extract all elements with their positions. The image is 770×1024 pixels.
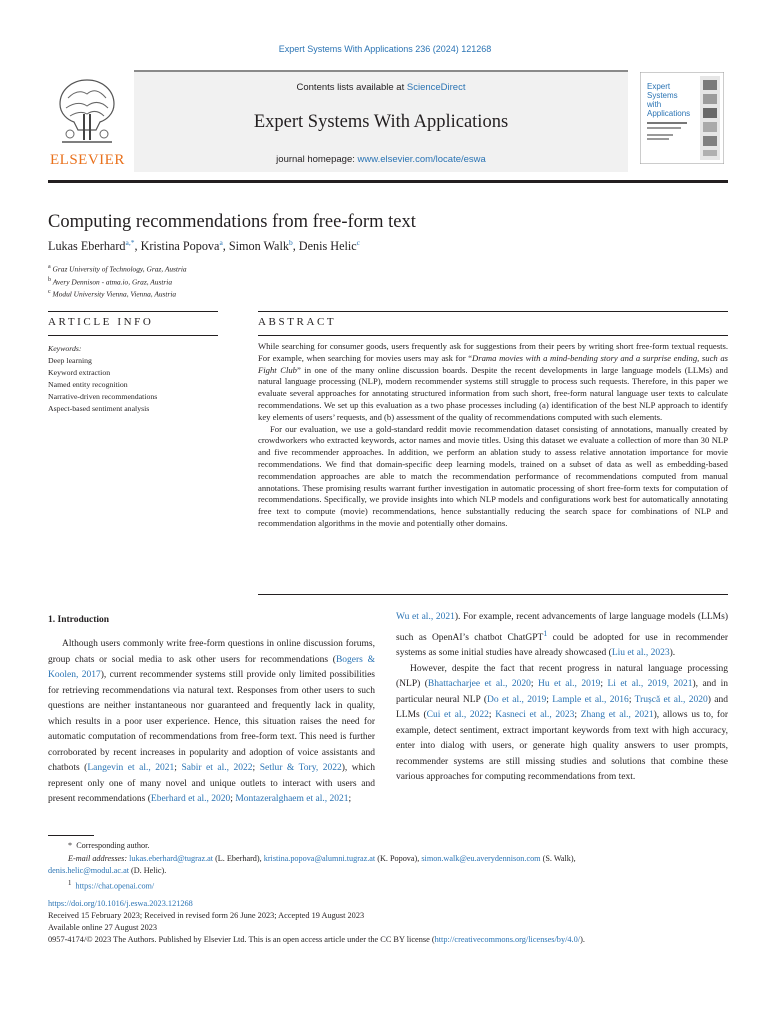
elsevier-wordmark: ELSEVIER xyxy=(50,152,125,168)
intro-paragraph: However, despite the fact that recent progress in natural language processing (NLP) (Bhattacharjee et al., 2020; Hu et al., 2019; Li et al., 2019, 2021), and in particular neural NLP (Do et al., 2019; Lample et al., 2016; Trușcă et al., 2020) and LLMs (Cui et al., 2022; Kasneci et al., 2023; Zhang et al., 2021), allows us to, for example, detect sentiment, extract important keywords from text with high accuracy, enter into dialog with users, or generate high quality answers to user prompts, recommender systems are still missing studies and solutions that combine these various approaches for computing recommendations from text. xyxy=(396,663,729,783)
abstract-paragraph: For our evaluation, we use a gold-standard reddit movie recommendation dataset consisting of annotations, manually created by crowdworkers who extracted keywords, actor names and movie titles. Using this dataset we evaluate a collection of more than 30 NLP and five recommender approaches. In addition, we perform an ablation study to assess relative annotation importance for movie recommendations. We find that domain-specific deep learning models, trained on a subset of data as well as embedding-based recommendation approaches are able to match the recommendation performance of recommendations computed from manual annotations. These promising results warrant further investigation in automatic processing of short free-form texts for computation of recommendations. Specifically, we provide insights into which NLP models and configurations work best for automatically annotating free text to compute (movie) recommendations, hence substantially reducing the search space for combinations of NLP and recommendation algorithms in the movie and potentially other domains. xyxy=(258,423,728,528)
cover-title-3: with xyxy=(647,100,662,109)
affiliation-item: $^b$ Avery Dennison - atma.io, Graz, Austria xyxy=(48,276,173,287)
author-name[interactable]: Simon Walk xyxy=(228,239,289,254)
abstract-heading: ABSTRACT xyxy=(258,316,337,328)
section-rule xyxy=(258,594,728,595)
email-link[interactable]: kristina.popova@alumni.tugraz.at xyxy=(263,853,376,863)
online-date: Available online 27 August 2023 xyxy=(48,923,158,932)
author-name[interactable]: Denis Helic xyxy=(298,239,357,254)
citation-link[interactable]: Sabir et al., 2022 xyxy=(181,763,253,773)
license-line: 0957-4174/© 2023 The Authors. Published by Elsevier Ltd. This is an open access article under the CC BY license (http://creativecommons.org/licenses/by/4.0/). xyxy=(48,935,585,944)
author-list: Lukas Eberhard$^{a,*}$, Kristina Popova$^a$, Simon Walk$^b$, Denis Helic$^c$ xyxy=(48,238,361,254)
citation-link[interactable]: Bogers & Koolen, 2017 xyxy=(48,654,375,680)
citation-link[interactable]: Trușcă et al., 2020 xyxy=(634,694,708,705)
masthead-rule xyxy=(48,180,728,183)
journal-cover-thumbnail[interactable] xyxy=(640,72,724,164)
citation-link[interactable]: Cui et al., 2022 xyxy=(426,710,489,721)
footnote-url-link[interactable]: https://chat.openai.com/ xyxy=(75,881,155,891)
section-rule xyxy=(258,311,728,312)
citation-link[interactable]: Lample et al., 2016 xyxy=(552,694,629,705)
citation-link[interactable]: Eberhard et al., 2020 xyxy=(150,794,231,804)
keyword-item: Named entity recognition xyxy=(48,380,128,389)
keyword-item: Keyword extraction xyxy=(48,368,111,377)
sciencedirect-link[interactable]: ScienceDirect xyxy=(406,82,466,93)
citation-link[interactable]: Kasneci et al., 2023 xyxy=(495,710,575,721)
citation-link[interactable]: Setlur & Tory, 2022 xyxy=(259,763,342,773)
keyword-item: Deep learning xyxy=(48,356,92,365)
masthead-center xyxy=(134,70,628,172)
corresponding-author-note: * Corresponding author. xyxy=(68,841,150,850)
footnote-1: $^1$ https://chat.openai.com/ xyxy=(68,879,155,891)
abstract-text xyxy=(258,341,728,530)
license-link[interactable]: http://creativecommons.org/licenses/by/4.0/ xyxy=(434,935,581,944)
cover-title-2: Systems xyxy=(647,91,678,100)
author-affiliation-mark[interactable]: a,* xyxy=(125,238,135,247)
citation-link[interactable]: Li et al., 2019, 2021 xyxy=(607,679,693,690)
affiliation-item: $^a$ Graz University of Technology, Graz, Austria xyxy=(48,264,187,274)
citation-link[interactable]: Do et al., 2019 xyxy=(487,694,547,705)
contents-line: Contents lists available at ScienceDirect xyxy=(296,82,466,93)
homepage-link[interactable]: www.elsevier.com/locate/eswa xyxy=(357,154,486,165)
author-name[interactable]: Kristina Popova xyxy=(140,239,220,254)
author-affiliation-mark[interactable]: c xyxy=(356,238,361,247)
article-info-heading: ARTICLE INFO xyxy=(48,316,154,328)
publication-info xyxy=(48,898,748,946)
citation-link[interactable]: Montazeralghaem et al., 2021 xyxy=(235,794,349,804)
journal-cover-image xyxy=(640,72,724,164)
email-addresses-continued: denis.helic@modul.ac.at (D. Helic). xyxy=(48,866,167,875)
journal-masthead xyxy=(48,68,728,174)
author-affiliation-mark[interactable]: b xyxy=(288,238,293,247)
elsevier-tree-icon xyxy=(48,68,126,150)
affiliation-item: $^c$ Modul University Vienna, Vienna, Austria xyxy=(48,289,177,299)
keywords-block xyxy=(48,343,157,415)
citation-link[interactable]: Bhattacharjee et al., 2020 xyxy=(427,679,531,690)
intro-paragraph: Although users commonly write free-form questions in online discussion forums, group chats or social media to ask other users for recommendations (Bogers & Koolen, 2017), current recommender systems still provide only limited possibilities for retrieving recommendations via natural text. Responses from other users to such questions are neither instantaneous nor guaranteed and frequently lack in quality, which results in a poor user experience. Hence, this situation raises the need for automatic computation of recommendations from free-form text. This need is further corroborated by recent increases in popularity and adoption of voice assistants and chatbots (Langevin et al., 2021; Sabir et al., 2022; Setlur & Tory, 2022), which represent only one of many novel and unique outlets to interact with users and present recommendations (Eberhard et al., 2020; Montazeralghaem et al., 2021; xyxy=(48,639,376,804)
journal-reference[interactable]: Expert Systems With Applications 236 (2024) 121268 xyxy=(278,44,492,54)
email-addresses: E-mail addresses: lukas.eberhard@tugraz.at (L. Eberhard), kristina.popova@alumni.tugraz.at (K. Popova), simon.walk@eu.averydennison.com (S. Walk), xyxy=(68,853,576,863)
email-link[interactable]: simon.walk@eu.averydennison.com xyxy=(421,853,541,863)
cover-title-1: Expert xyxy=(647,82,671,91)
section-rule xyxy=(48,335,218,336)
doi-link[interactable]: https://doi.org/10.1016/j.eswa.2023.121268 xyxy=(48,899,193,908)
footnotes xyxy=(48,840,738,893)
footnote-mark[interactable]: 1 xyxy=(543,628,548,638)
intro-right-column xyxy=(396,610,728,786)
section-rule xyxy=(258,335,728,336)
homepage-line: journal homepage: www.elsevier.com/locate/eswa xyxy=(276,154,486,165)
abstract-paragraph: While searching for consumer goods, users frequently ask for suggestions from their peers by writing short free-form textual requests. For example, when searching for movies users may ask for “Drama movies with a mind-bending story and a surprise ending, such as Fight Club” in one of the many online discussion boards. Despite the recent developments in large language models (LLMs) and natural language processing (NLP), modern recommender systems still struggle to process such requests. Therefore, in this paper we evaluate several approaches for annotating structured information from such short, free-form natural language user texts to calculate recommendations. We set up this evaluation as a two phase processes including (a) identification of the best NLP approach to identify key elements of users’ requests, and (b) assessment of the quality of recommendations computed with such elements. xyxy=(258,341,728,422)
citation-link[interactable]: Zhang et al., 2021 xyxy=(580,710,654,721)
article-title: Computing recommendations from free-form text xyxy=(48,212,416,232)
cover-title-4: Applications xyxy=(647,109,691,118)
elsevier-logo[interactable] xyxy=(48,68,126,168)
article-dates: Received 15 February 2023; Received in revised form 26 June 2023; Accepted 19 August 2023 xyxy=(48,911,365,920)
keyword-item: Aspect-based sentiment analysis xyxy=(48,404,150,413)
citation-link[interactable]: Langevin et al., 2021 xyxy=(87,763,175,773)
affiliations xyxy=(48,262,187,300)
journal-name: Expert Systems With Applications xyxy=(253,112,509,132)
intro-left-column xyxy=(48,637,375,808)
author-name[interactable]: Lukas Eberhard xyxy=(48,239,126,254)
footnote-rule xyxy=(48,835,94,836)
author-affiliation-mark[interactable]: a xyxy=(219,238,223,247)
introduction-heading: 1. Introduction xyxy=(48,615,110,625)
intro-paragraph: Wu et al., 2021). For example, recent advancements of large language models (LLMs) such as OpenAI’s chatbot ChatGPT$^1$ could be adopted for use in recommender systems as some initial studies have already showcased (Liu et al., 2023). xyxy=(396,612,729,659)
section-rule xyxy=(48,311,218,312)
keyword-item: Narrative-driven recommendations xyxy=(48,392,158,401)
keywords-label: Keywords: xyxy=(48,344,82,353)
citation-link[interactable]: Hu et al., 2019 xyxy=(537,679,601,690)
citation-link[interactable]: Liu et al., 2023 xyxy=(611,648,670,659)
email-link[interactable]: lukas.eberhard@tugraz.at xyxy=(129,853,214,863)
citation-link[interactable]: Wu et al., 2021 xyxy=(396,612,455,622)
email-link[interactable]: denis.helic@modul.ac.at xyxy=(48,866,129,875)
